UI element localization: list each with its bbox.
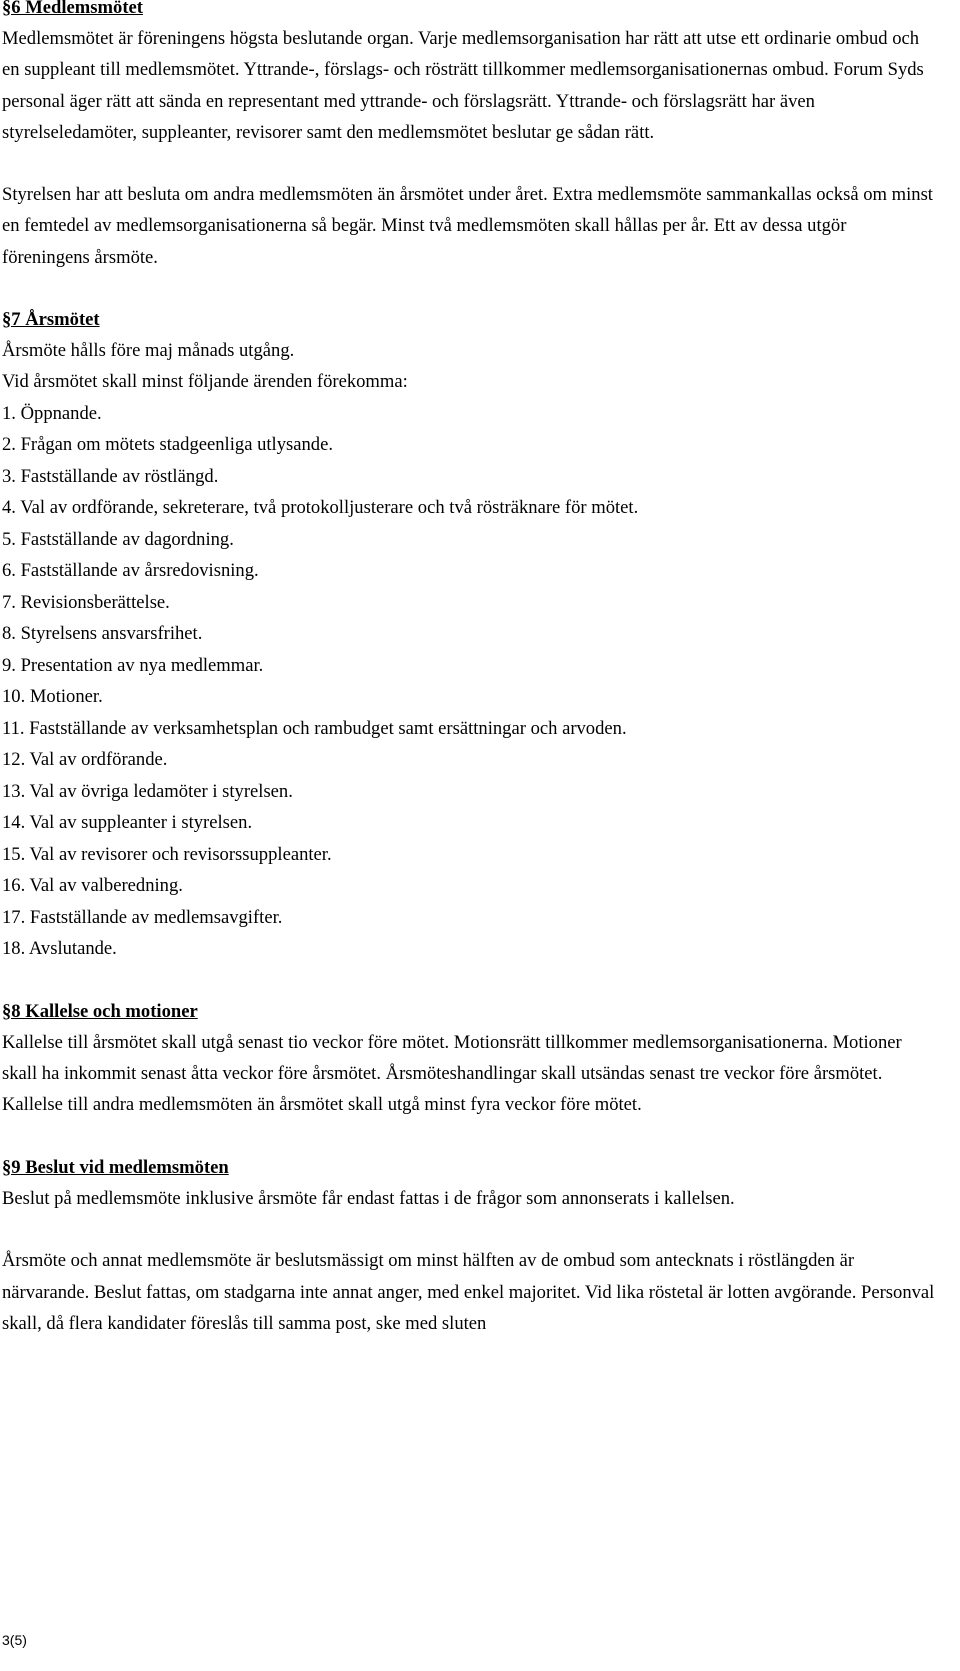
agenda-item: 12. Val av ordförande. [2,749,168,771]
agenda-item: 6. Fastställande av årsredovisning. [2,560,259,582]
agenda-item: 5. Fastställande av dagordning. [2,528,234,550]
section-9-paragraph-1: Beslut på medlemsmöte inklusive årsmöte får endast fattas i de frågor som annonserats i kallelsen. [2,1188,735,1209]
agenda-item: 18. Avslutande. [2,938,117,960]
agenda-item: 9. Presentation av nya medlemmar. [2,654,264,676]
agenda-item: 7. Revisionsberättelse. [2,591,170,613]
section-8-paragraph: Kallelse till årsmötet skall utgå senast tio veckor före mötet. Motionsrätt tillkommer medlemsorganisationerna. Motioner skall ha inkommit senast åtta veckor före årsmötet. Årsmöteshandlingar skall utsändas senast tre veckor före årsmötet. Kallelse till andra medlemsmöten än årsmötet skall utgå minst fyra veckor före mötet. [2,1032,902,1116]
section-8-heading: §8 Kallelse och motioner [2,1000,198,1022]
spacer [2,148,937,179]
agenda-item: 10. Motioner. [2,686,103,708]
agenda-item: 11. Fastställande av verksamhetsplan och rambudget samt ersättningar och arvoden. [2,717,627,739]
spacer [2,1214,937,1245]
agenda-item: 16. Val av valberedning. [2,875,183,897]
section-9-heading: §9 Beslut vid medlemsmöten [2,1156,229,1178]
spacer [2,273,937,304]
agenda-item: 3. Fastställande av röstlängd. [2,465,219,487]
spacer [2,965,937,996]
section-7-line-1: Årsmöte hålls före maj månads utgång. [2,340,295,362]
spacer [2,1121,937,1152]
agenda-item: 14. Val av suppleanter i styrelsen. [2,812,253,834]
agenda-item: 15. Val av revisorer och revisorssuppleanter. [2,843,332,865]
section-6-heading: §6 Medlemsmötet [2,0,143,18]
agenda-item: 2. Frågan om mötets stadgeenliga utlysande. [2,434,334,456]
agenda-item: 8. Styrelsens ansvarsfrihet. [2,623,203,645]
agenda-item: 13. Val av övriga ledamöter i styrelsen. [2,780,293,802]
section-7-heading: §7 Årsmötet [2,309,100,330]
agenda-item: 1. Öppnande. [2,402,102,424]
agenda-list [2,398,937,965]
agenda-item: 4. Val av ordförande, sekreterare, två protokolljusterare och två rösträknare för mötet. [2,497,639,519]
agenda-item: 17. Fastställande av medlemsavgifter. [2,906,283,928]
page-number: 3(5) [2,1632,27,1648]
section-6-paragraph-1: Medlemsmötet är föreningens högsta beslutande organ. Varje medlemsorganisation har rätt att utse ett ordinarie ombud och en suppleant till medlemsmötet. Yttrande-, förslags- och rösträtt tillkommer medlemsorganisationernas ombud. Forum Syds personal äger rätt att sända en representant med yttrande- och förslagsrätt. Yttrande- och förslagsrätt har även styrelseledamöter, suppleanter, revisorer samt den medlemsmötet beslutar ge sådan rätt. [2,28,924,143]
document-page [2,0,937,1339]
section-9-paragraph-2: Årsmöte och annat medlemsmöte är beslutsmässigt om minst hälften av de ombud som antecknats i röstlängden är närvarande. Beslut fattas, om stadgarna inte annat anger, med enkel majoritet. Vid lika röstetal är lotten avgörande. Personval skall, då flera kandidater föreslås till samma post, ske med sluten [2,1250,935,1334]
section-6-paragraph-2: Styrelsen har att besluta om andra medlemsmöten än årsmötet under året. Extra medlemsmöte sammankallas också om minst en femtedel av medlemsorganisationerna så begär. Minst två medlemsmöten skall hållas per år. Ett av dessa utgör föreningens årsmöte. [2,184,933,268]
section-7-line-2: Vid årsmötet skall minst följande ärenden förekomma: [2,371,408,393]
